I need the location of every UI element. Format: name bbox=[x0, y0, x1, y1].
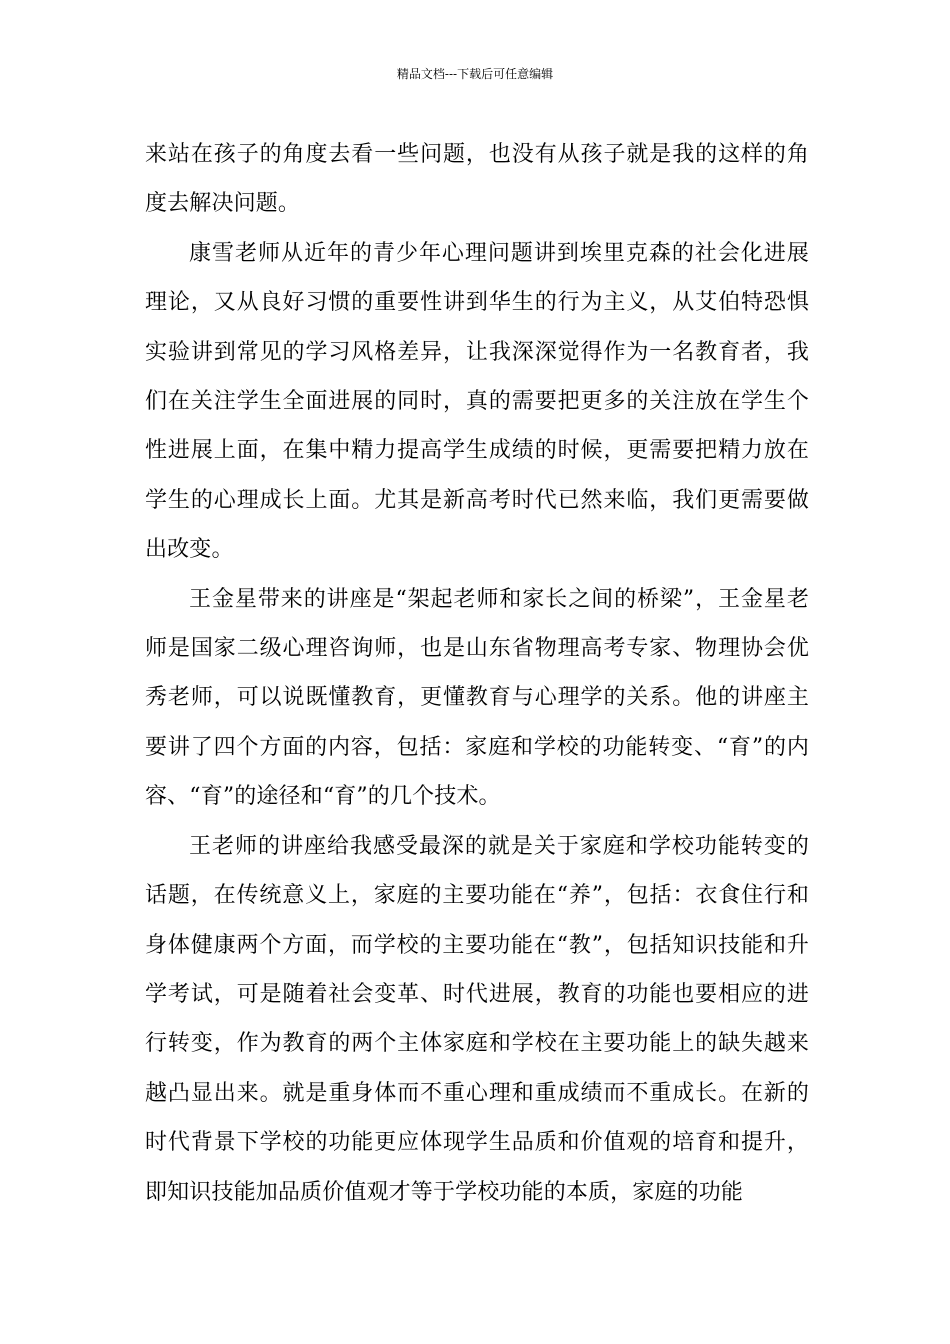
page-header: 精品文档---下载后可任意编辑 bbox=[396, 67, 554, 81]
paragraph-function-transformation: 王老师的讲座给我感受最深的就是关于家庭和学校功能转变的话题，在传统意义上，家庭的主要功能在“养”，包括：衣食住行和身体健康两个方面，而学校的主要功能在“教”，包括知识技能和升学考试，可是随着社会变革、时代进展，教育的功能也要相应的进行转变，作为教育的两个主体家庭和学校在主要功能上的缺失越来越凸显出来。就是重身体而不重心理和重成绩而不重成长。在新的时代背景下学校的功能更应体现学生品质和价值观的培育和提升，即知识技能加品质价值观才等于学校功能的本质，家庭的功能 bbox=[145, 833, 809, 1205]
paragraph-kang-xue-lecture: 康雪老师从近年的青少年心理问题讲到埃里克森的社会化进展理论，又从良好习惯的重要性讲到华生的行为主义，从艾伯特恐惧实验讲到常见的学习风格差异，让我深深觉得作为一名教育者，我们在关注学生全面进展的同时，真的需要把更多的关注放在学生个性进展上面，在集中精力提高学生成绩的时候，更需要把精力放在学生的心理成长上面。尤其是新高考时代已然来临，我们更需要做出改变。 bbox=[145, 240, 809, 563]
paragraph-wang-jinxing-lecture: 王金星带来的讲座是“架起老师和家长之间的桥梁”，王金星老师是国家二级心理咨询师，也是山东省物理高考专家、物理协会优秀老师，可以说既懂教育，更懂教育与心理学的关系。他的讲座主要讲了四个方面的内容，包括：家庭和学校的功能转变、“育”的内容、“育”的途径和“育”的几个技术。 bbox=[145, 586, 809, 810]
paragraph-continuation: 来站在孩子的角度去看一些问题，也没有从孩子就是我的这样的角度去解决问题。 bbox=[145, 142, 809, 217]
document-body bbox=[145, 130, 809, 1217]
